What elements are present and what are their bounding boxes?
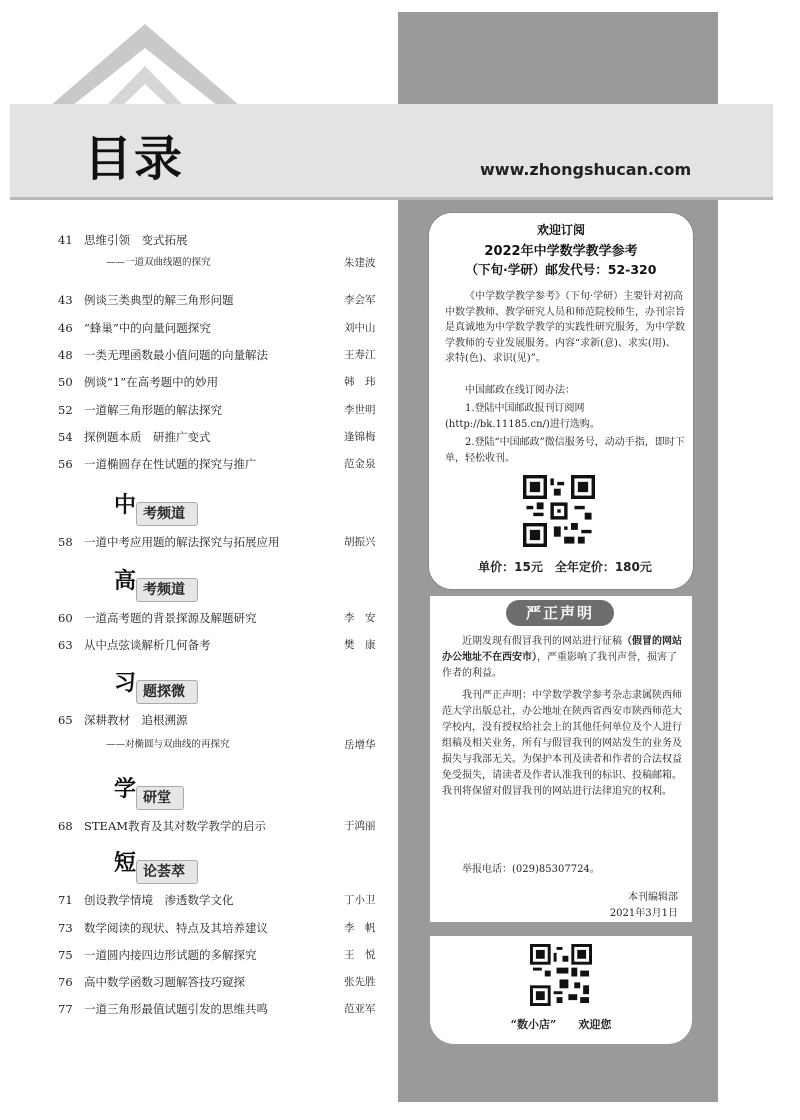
toc-page: 41: [58, 233, 73, 247]
toc-item[interactable]: [58, 710, 388, 730]
toc-title: 一道三角形最值试题引发的思维共鸣: [84, 1002, 268, 1016]
toc-author: 刘中山: [344, 322, 376, 334]
toc-item[interactable]: [58, 890, 388, 910]
section-header-initial: 高: [114, 568, 137, 594]
subscribe-way-2: 2.登陆“中国邮政”微信服务号，动动手指，即时下单，轻松收刊。: [445, 437, 685, 464]
toc-title: 一道中考应用题的解法探究与拓展应用: [84, 535, 280, 549]
subscribe-howto: 中国邮政在线订阅办法：: [465, 385, 575, 396]
toc-item[interactable]: [58, 400, 388, 420]
toc-title: 从中点弦谈解析几何备考: [84, 638, 211, 652]
subscribe-way-1[interactable]: 1.登陆中国邮政报刊订阅网(http://bk.11185.cn/)进行选购。: [445, 403, 600, 430]
toc-author: 丁小卫: [344, 894, 376, 906]
toc-page: 56: [58, 457, 73, 471]
toc-page: 52: [58, 403, 73, 417]
toc-item[interactable]: [58, 972, 388, 992]
toc-author: 李 帆: [344, 922, 376, 934]
toc-page: 54: [58, 430, 73, 444]
toc-author: 朱建波: [344, 257, 376, 269]
toc-item[interactable]: [58, 290, 388, 310]
toc-subtitle: [58, 254, 388, 272]
toc-subtitle-text: ——对椭圆与双曲线的再探究: [106, 739, 230, 750]
toc-item[interactable]: [58, 427, 388, 447]
toc-author: 王 悦: [344, 949, 376, 961]
section-header-initial: 中: [114, 492, 137, 518]
toc-author: 范金泉: [344, 458, 376, 470]
section-header-initial: 短: [114, 850, 137, 876]
notice-text: ，严重影响了我刊声誉，损害了作者的利益。: [442, 652, 677, 679]
toc-page: 63: [58, 638, 73, 652]
toc-item[interactable]: [58, 345, 388, 365]
toc-page: 75: [58, 948, 73, 962]
toc-page: 65: [58, 713, 73, 727]
toc-item[interactable]: [58, 532, 388, 552]
toc-page: 76: [58, 975, 73, 989]
toc-page: 48: [58, 348, 73, 362]
toc-author: 王寿江: [344, 349, 376, 361]
price-info: 单价：15元 全年定价：180元: [478, 560, 652, 574]
subscribe-intro: 《中学数学教学参考》（下旬·学研）主要针对初高中数学教师、教学研究人员和师范院校师生，办刊宗旨是真诚地为中学数学教学的实践性研究服务，为中学数学教师的专业发展服务。内容“求新(意)、求实(用)、求特(色)、求识(见)”。: [445, 291, 685, 364]
toc-author: 张先胜: [344, 976, 376, 988]
subscribe-journal: 2022年中学数学教学参考: [484, 244, 638, 259]
toc-subtitle-text: ——一道双曲线题的探究: [106, 257, 211, 268]
toc-title: 一道圆内接四边形试题的多解探究: [84, 948, 257, 962]
toc-item[interactable]: [58, 608, 388, 628]
toc-page: 58: [58, 535, 73, 549]
notice-highlight: （假冒的网站办公地址不在西安市）: [442, 636, 682, 663]
toc-page: 73: [58, 921, 73, 935]
wechat-qr-code-icon[interactable]: [523, 475, 595, 547]
section-header-initial: 学: [114, 776, 137, 802]
toc-author: 逢锦梅: [344, 431, 376, 443]
section-header-text: 论荟萃: [136, 860, 198, 884]
toc-title: 例谈“1”在高考题中的妙用: [84, 375, 219, 389]
toc-title: 一道解三角形题的解法探究: [84, 403, 222, 417]
section-header-text: 考频道: [136, 578, 198, 602]
page-title: 目录: [84, 131, 185, 187]
notice-paragraph-2: 我刊严正声明：中学数学教学参考杂志隶属陕西师范大学出版总社，办公地址在陕西省西安市陕西师范大学校内，没有授权给社会上的其他任何单位及个人进行组稿及相关业务，所有与假冒我刊的网站发生的业务及损失与我部无关。为保护本刊及读者和作者的合法权益免受损失，请读者及作者认准我刊的标识、投稿邮箱。我刊将保留对假冒我刊的网站进行法律追究的权利。: [442, 690, 682, 797]
notice-department: 本刊编辑部: [628, 892, 678, 903]
toc-author: 樊 康: [344, 639, 376, 651]
toc-author: 岳增华: [344, 739, 376, 751]
website-url[interactable]: www.zhongshucan.com: [480, 160, 692, 179]
toc-item[interactable]: [58, 372, 388, 392]
toc-page: 43: [58, 293, 73, 307]
subscription-card: [428, 212, 694, 590]
toc-item[interactable]: [58, 945, 388, 965]
toc-subtitle: [58, 736, 388, 754]
toc-author: 于鸿丽: [344, 820, 376, 832]
toc-item[interactable]: [58, 635, 388, 655]
notice-phone: 举报电话：(029)85307724。: [462, 864, 600, 875]
roof-decoration-icon: [50, 18, 240, 108]
toc-title: 一类无理函数最小值问题的向量解法: [84, 348, 268, 362]
toc-item[interactable]: [58, 454, 388, 474]
section-header-text: 考频道: [136, 502, 198, 526]
notice-title: 严正声明: [506, 600, 614, 626]
shop-box: [430, 936, 692, 1044]
subscribe-postal-code: （下旬·学研）邮发代号：52-320: [465, 262, 657, 277]
section-header-text: 研堂: [136, 786, 184, 810]
section-header-text: 题探微: [136, 680, 198, 704]
toc-page: 68: [58, 819, 73, 833]
toc-item[interactable]: [58, 816, 388, 836]
toc-item[interactable]: [58, 230, 388, 250]
toc-page: 71: [58, 893, 73, 907]
toc-author: 李 安: [344, 612, 376, 624]
toc-title: “蜂巢”中的向量问题探究: [84, 321, 211, 335]
toc-item[interactable]: [58, 918, 388, 938]
toc-author: 胡振兴: [344, 536, 376, 548]
toc-page: 50: [58, 375, 73, 389]
toc-page: 46: [58, 321, 73, 335]
toc-title: 例谈三类典型的解三角形问题: [84, 293, 234, 307]
notice-text: 近期发现有假冒我刊的网站进行征稿: [462, 636, 622, 647]
toc-author: 范亚军: [344, 1003, 376, 1015]
toc-title: 一道椭圆存在性试题的探究与推广: [84, 457, 257, 471]
toc-page: 60: [58, 611, 73, 625]
toc-author: 李会军: [344, 294, 376, 306]
toc-title: 数学阅读的现状、特点及其培养建议: [84, 921, 268, 935]
toc-title: STEAM教育及其对数学教学的启示: [84, 819, 267, 833]
shop-caption: “数小店” 欢迎您: [510, 1018, 612, 1031]
notice-date: 2021年3月1日: [609, 908, 678, 919]
toc-title: 思维引领 变式拓展: [84, 233, 188, 247]
toc-title: 高中数学函数习题解答技巧窥探: [84, 975, 245, 989]
toc-item[interactable]: [58, 318, 388, 338]
toc-author: 李世明: [344, 404, 376, 416]
shop-qr-code-icon[interactable]: [530, 944, 592, 1006]
section-header-initial: 习: [114, 670, 137, 696]
toc-title: 深耕教材 追根溯源: [84, 713, 188, 727]
toc-page: 77: [58, 1002, 73, 1016]
toc-item[interactable]: [58, 999, 388, 1019]
toc-title: 创设教学情境 渗透数学文化: [84, 893, 234, 907]
notice-paragraph-1: [442, 634, 682, 682]
subscribe-heading: 欢迎订阅: [536, 223, 585, 237]
notice-box: [430, 596, 692, 922]
toc-title: 一道高考题的背景探源及解题研究: [84, 611, 257, 625]
toc-title: 探例题本质 研推广变式: [84, 430, 211, 444]
toc-author: 韩 玮: [344, 376, 376, 388]
